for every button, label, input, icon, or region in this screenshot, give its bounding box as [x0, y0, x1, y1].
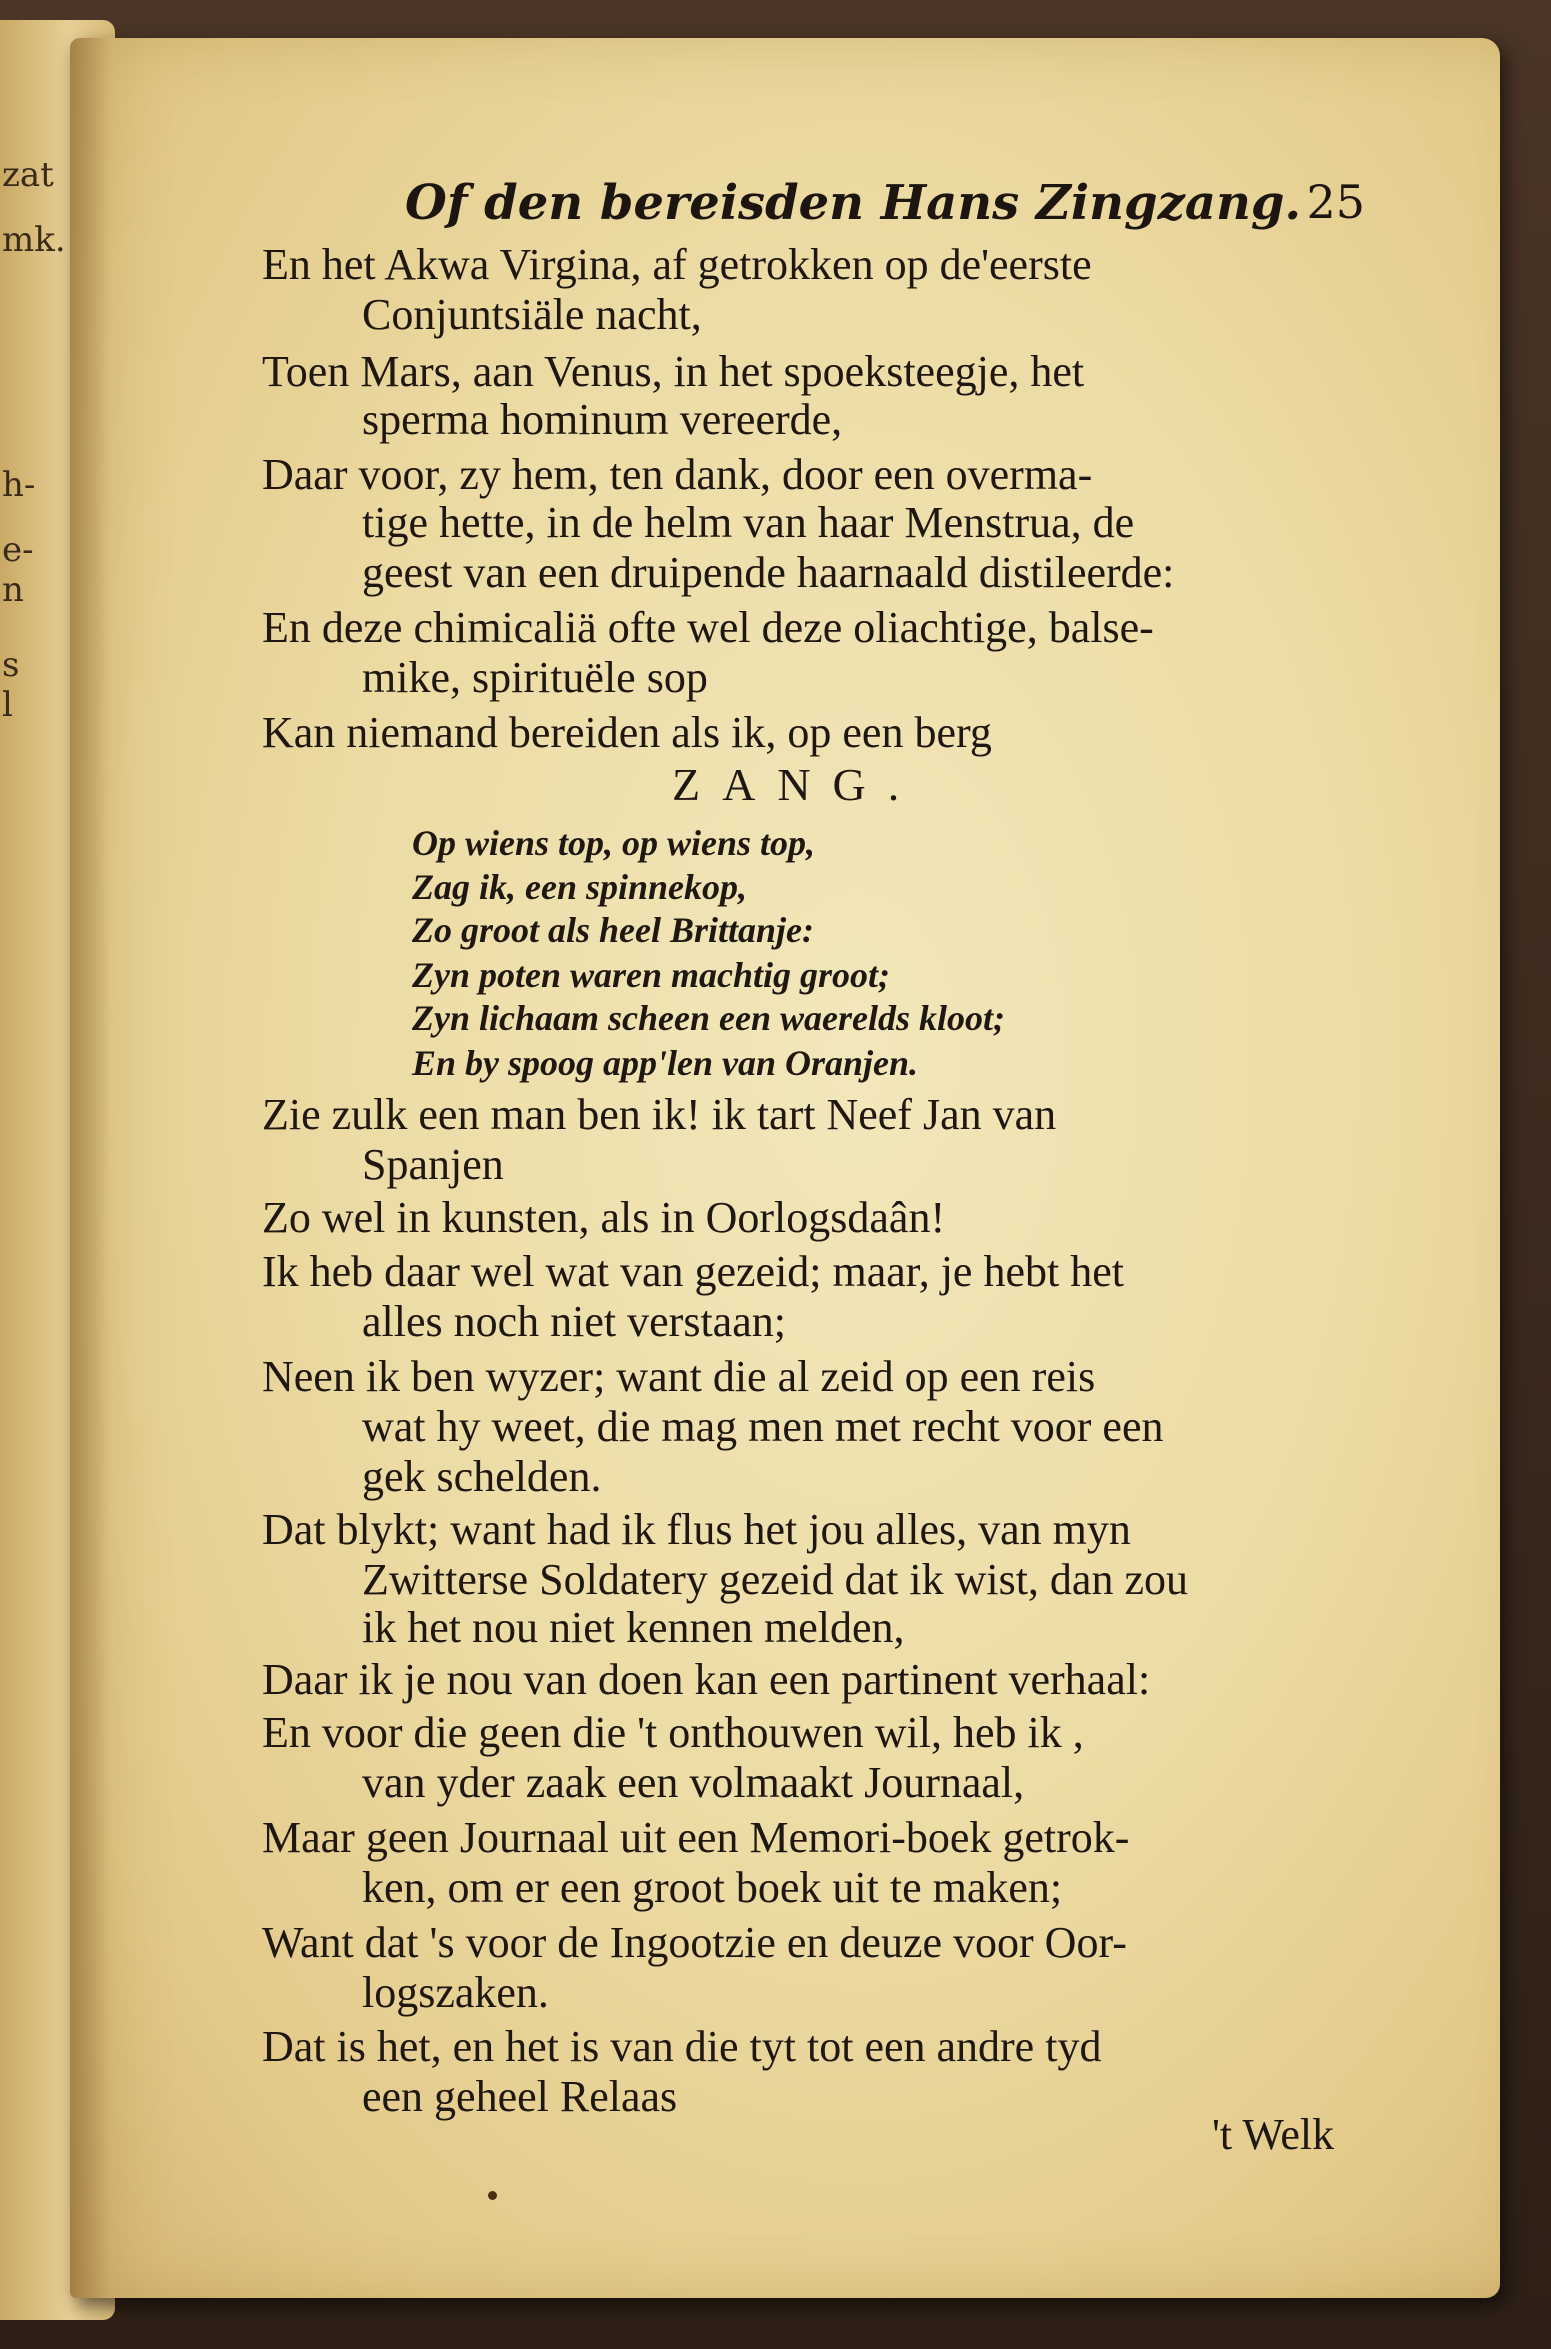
text-line: Want dat 's voor de Ingootzie en deuze voor Oor-	[262, 1918, 1127, 1967]
text-line: En voor die geen die 't onthouwen wil, heb ik ,	[262, 1708, 1084, 1757]
text-line: Ik heb daar wel wat van gezeid; maar, je hebt het	[262, 1247, 1124, 1296]
catchword: 't Welk	[1212, 2110, 1335, 2159]
song-verse-line: Zyn poten waren machtig groot;	[412, 955, 891, 995]
facing-page-fragment: h-	[2, 465, 36, 505]
text-line: Kan niemand bereiden als ik, op een berg	[262, 708, 992, 757]
facing-page-fragment: zat	[2, 155, 54, 195]
text-line: logszaken.	[362, 1968, 549, 2017]
page-gutter-shadow	[70, 38, 110, 2298]
text-line: Dat blykt; want had ik flus het jou alles, van myn	[262, 1505, 1131, 1554]
page-number: 25	[1306, 175, 1365, 229]
text-line: Zie zulk een man ben ik! ik tart Neef Jan van	[262, 1090, 1057, 1139]
text-line: tige hette, in de helm van haar Menstrua, de	[362, 498, 1135, 547]
song-verse-line: En by spoog app'len van Oranjen.	[412, 1043, 919, 1083]
text-line: Zwitterse Soldatery gezeid dat ik wist, dan zou	[362, 1555, 1188, 1604]
text-line: geest van een druipende haarnaald distileerde:	[362, 548, 1175, 597]
running-head-title: Of den bereisden Hans Zingzang.	[405, 175, 1302, 231]
text-line: sperma hominum vereerde,	[362, 395, 843, 444]
running-head	[405, 175, 1365, 245]
text-line: Daar voor, zy hem, ten dank, door een overma-	[262, 450, 1093, 499]
song-verse-line: Op wiens top, op wiens top,	[412, 823, 816, 863]
text-line: mike, spirituële sop	[362, 653, 708, 702]
text-line: Neen ik ben wyzer; want die al zeid op een reis	[262, 1352, 1096, 1401]
ink-spot	[488, 2191, 497, 2200]
facing-page-fragment: s	[2, 645, 20, 685]
text-line: Spanjen	[362, 1140, 504, 1189]
text-line: Maar geen Journaal uit een Memori-boek getrok-	[262, 1813, 1130, 1862]
text-line: ik het nou niet kennen melden,	[362, 1603, 905, 1652]
text-line: alles noch niet verstaan;	[362, 1297, 786, 1346]
text-line: van yder zaak een volmaakt Journaal,	[362, 1758, 1025, 1807]
song-verse-line: Zo groot als heel Brittanje:	[412, 910, 815, 950]
text-line: Zo wel in kunsten, als in Oorlogsdaân!	[262, 1193, 946, 1242]
text-line: wat hy weet, die mag men met recht voor een	[362, 1402, 1164, 1451]
song-verse-line: Zyn lichaam scheen een waerelds kloot;	[412, 998, 1005, 1038]
text-line: ken, om er een groot boek uit te maken;	[362, 1863, 1063, 1912]
text-line: Dat is het, en het is van die tyt tot een andre tyd	[262, 2022, 1102, 2071]
text-line: Toen Mars, aan Venus, in het spoeksteegje, het	[262, 347, 1085, 396]
facing-page-fragment: n	[2, 570, 24, 610]
song-heading: ZANG.	[672, 759, 922, 810]
text-line: Daar ik je nou van doen kan een partinent verhaal:	[262, 1655, 1151, 1704]
text-line: En deze chimicaliä ofte wel deze oliachtige, balse-	[262, 603, 1154, 652]
text-line: een geheel Relaas	[362, 2072, 678, 2121]
facing-page-fragment: l	[2, 685, 13, 725]
text-line: gek schelden.	[362, 1452, 602, 1501]
facing-page-fragment: e-	[2, 530, 34, 570]
song-verse-line: Zag ik, een spinnekop,	[412, 867, 748, 907]
facing-page-fragment: mk.	[2, 220, 66, 260]
text-line: Conjuntsiäle nacht,	[362, 290, 702, 339]
text-line: En het Akwa Virgina, af getrokken op de'eerste	[262, 240, 1092, 289]
